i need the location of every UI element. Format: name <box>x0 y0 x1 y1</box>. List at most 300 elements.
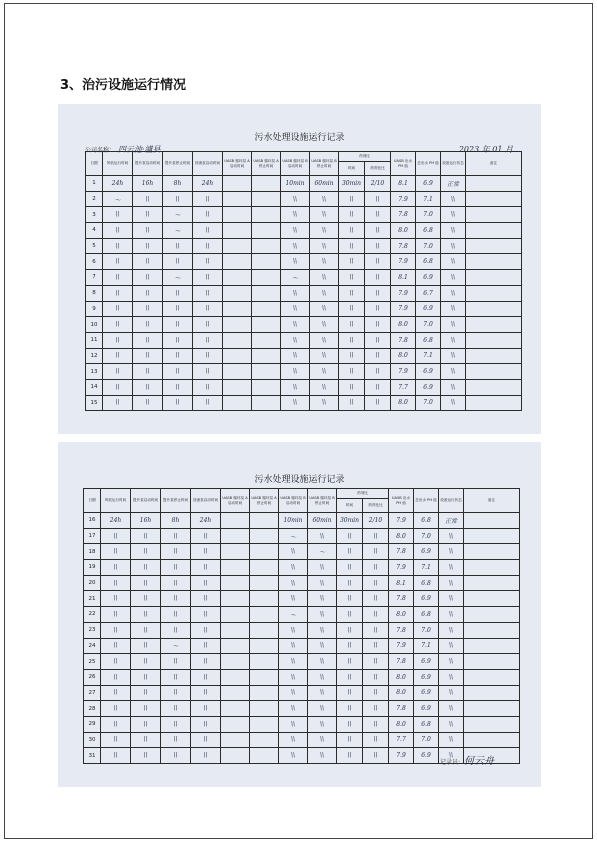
table-cell: 正常 <box>441 176 466 192</box>
table-cell: 24h <box>191 513 221 529</box>
table-cell <box>221 654 250 670</box>
table-cell: \\ <box>193 238 223 254</box>
table-cell: \\ <box>193 317 223 333</box>
table-cell <box>223 238 252 254</box>
table-row <box>84 528 520 544</box>
table-cell <box>466 238 522 254</box>
row-day-cell: 21 <box>84 591 101 607</box>
table-cell: 7.8 <box>389 544 414 560</box>
table-cell: \\ <box>279 544 308 560</box>
table-cell: \\ <box>103 332 133 348</box>
row-day-cell: 30 <box>84 732 101 748</box>
table-cell: \\ <box>103 348 133 364</box>
table-cell: \\ <box>281 223 310 239</box>
table-cell: 7.8 <box>391 207 416 223</box>
table-cell: \\ <box>337 591 363 607</box>
table-cell: \\ <box>308 560 337 576</box>
row-day-cell: 29 <box>84 716 101 732</box>
table-row <box>84 701 520 717</box>
table-cell: \\ <box>337 607 363 623</box>
table-cell: \\ <box>337 716 363 732</box>
table-cell: \\ <box>365 223 391 239</box>
table-cell: \\ <box>131 544 161 560</box>
table-cell: \\ <box>339 285 365 301</box>
table-cell: \\ <box>191 591 221 607</box>
table-cell: \\ <box>441 317 466 333</box>
table-cell: \\ <box>339 207 365 223</box>
table-cell: 2/10 <box>363 513 389 529</box>
table-cell: \\ <box>163 395 193 411</box>
table-cell: \\ <box>441 238 466 254</box>
table-row <box>84 685 520 701</box>
table-cell: 6.9 <box>414 685 439 701</box>
table-cell: \\ <box>103 238 133 254</box>
table-cell <box>250 513 279 529</box>
table-cell: 7.7 <box>391 379 416 395</box>
table-cell: \\ <box>363 748 389 764</box>
table-cell: 30min <box>337 513 363 529</box>
table-row <box>84 607 520 623</box>
table-cell <box>464 575 520 591</box>
table-1-body <box>86 176 522 411</box>
table-2-body <box>84 513 520 764</box>
table-cell: \\ <box>281 285 310 301</box>
table-cell: \\ <box>161 732 191 748</box>
table-cell: 6.7 <box>416 285 441 301</box>
table-cell <box>250 732 279 748</box>
table-cell: \\ <box>439 654 464 670</box>
table-cell: 〜 <box>281 270 310 286</box>
table-cell: \\ <box>363 732 389 748</box>
table-cell <box>466 207 522 223</box>
table-cell <box>464 732 520 748</box>
table-cell: 7.0 <box>414 622 439 638</box>
table-cell: \\ <box>365 285 391 301</box>
table-cell: 6.9 <box>414 544 439 560</box>
table-cell <box>466 223 522 239</box>
table-cell: \\ <box>439 638 464 654</box>
table-cell: \\ <box>365 379 391 395</box>
table-cell: \\ <box>310 191 339 207</box>
table-cell: \\ <box>101 716 131 732</box>
table-cell: \\ <box>133 317 163 333</box>
table-cell: 8.0 <box>389 528 414 544</box>
table-cell <box>250 638 279 654</box>
table-cell: \\ <box>101 654 131 670</box>
table-cell: 〜 <box>279 607 308 623</box>
table-cell: \\ <box>163 301 193 317</box>
table-cell: \\ <box>441 191 466 207</box>
table-cell: 7.1 <box>416 348 441 364</box>
table-cell <box>221 716 250 732</box>
table-cell: 7.1 <box>414 560 439 576</box>
table-cell: \\ <box>161 669 191 685</box>
table-cell: \\ <box>337 622 363 638</box>
table-cell: \\ <box>161 654 191 670</box>
table-cell <box>250 685 279 701</box>
table-cell: \\ <box>363 607 389 623</box>
table-cell: 7.7 <box>389 732 414 748</box>
table-cell: \\ <box>310 270 339 286</box>
table-cell: 24h <box>101 513 131 529</box>
table-cell: \\ <box>103 207 133 223</box>
table-cell <box>466 285 522 301</box>
table-cell: \\ <box>193 285 223 301</box>
table-cell: \\ <box>279 732 308 748</box>
row-day-cell: 13 <box>86 364 103 380</box>
table-cell <box>250 748 279 764</box>
table-cell: \\ <box>131 575 161 591</box>
table-cell: \\ <box>441 207 466 223</box>
table-cell <box>223 348 252 364</box>
table-cell: \\ <box>365 238 391 254</box>
table-cell: \\ <box>439 575 464 591</box>
table-cell <box>223 223 252 239</box>
table-cell <box>252 207 281 223</box>
table-cell: \\ <box>103 379 133 395</box>
table-cell: \\ <box>308 701 337 717</box>
table-cell: \\ <box>279 701 308 717</box>
table-row <box>86 238 522 254</box>
table-cell: \\ <box>281 191 310 207</box>
table-cell: \\ <box>339 254 365 270</box>
table-cell: \\ <box>133 379 163 395</box>
table-cell: \\ <box>161 607 191 623</box>
table-cell <box>464 513 520 529</box>
table-cell: 60min <box>308 513 337 529</box>
table-cell: \\ <box>363 544 389 560</box>
table-cell: \\ <box>133 332 163 348</box>
table-cell <box>252 238 281 254</box>
table-cell <box>252 285 281 301</box>
table-cell: 24h <box>103 176 133 192</box>
table-cell: 7.9 <box>391 285 416 301</box>
row-day-cell: 18 <box>84 544 101 560</box>
table-row <box>86 191 522 207</box>
table-cell: \\ <box>365 332 391 348</box>
table-cell: \\ <box>133 223 163 239</box>
table-cell: \\ <box>337 701 363 717</box>
table-cell: \\ <box>133 285 163 301</box>
table-cell: 正常 <box>439 513 464 529</box>
header-dosing-ratio: 药剂比比 <box>363 499 389 513</box>
header-fan-hours: 风机运行时间 <box>103 152 133 176</box>
table-row <box>86 301 522 317</box>
header-uasb-ph: UASB 出水 PH 值 <box>389 489 414 513</box>
table-cell: \\ <box>191 716 221 732</box>
table-cell: 2/10 <box>365 176 391 192</box>
table-cell: \\ <box>101 622 131 638</box>
table-cell: 10min <box>279 513 308 529</box>
header-uasb-b-start: UASB 循环泵 B 启动时间 <box>279 489 308 513</box>
header-return-pump: 回流泵启动时间 <box>193 152 223 176</box>
table-cell: \\ <box>131 732 161 748</box>
table-cell: \\ <box>279 669 308 685</box>
table-cell: \\ <box>441 348 466 364</box>
header-lift-pump-start: 提升泵启动时间 <box>131 489 161 513</box>
table-cell: 30min <box>339 176 365 192</box>
table-cell: \\ <box>281 238 310 254</box>
table-cell: \\ <box>439 544 464 560</box>
table-cell <box>223 270 252 286</box>
header-dosing-ratio: 药剂比比 <box>365 162 391 176</box>
table-cell: \\ <box>191 701 221 717</box>
table-cell: \\ <box>133 395 163 411</box>
table-cell: \\ <box>133 207 163 223</box>
table-cell: 8.0 <box>389 716 414 732</box>
table-cell: \\ <box>337 669 363 685</box>
table-cell: 6.9 <box>416 301 441 317</box>
table-cell <box>221 622 250 638</box>
table-cell: 7.0 <box>416 207 441 223</box>
table-cell: 6.8 <box>416 332 441 348</box>
table-cell: \\ <box>281 348 310 364</box>
table-cell <box>223 395 252 411</box>
company-name: 四云池·瀘县 <box>118 145 161 154</box>
table-cell: \\ <box>161 622 191 638</box>
table-cell <box>252 332 281 348</box>
table-cell: \\ <box>101 701 131 717</box>
table-cell: 〜 <box>103 191 133 207</box>
table-cell: \\ <box>279 638 308 654</box>
table-cell: \\ <box>363 622 389 638</box>
table-cell: \\ <box>131 528 161 544</box>
header-equipment-status: 设备运行状态 <box>441 152 466 176</box>
table-cell: \\ <box>101 560 131 576</box>
table-cell: 6.8 <box>416 223 441 239</box>
table-cell: \\ <box>363 575 389 591</box>
table-cell: \\ <box>281 317 310 333</box>
table-cell: 8.0 <box>389 685 414 701</box>
table-cell: 6.9 <box>414 701 439 717</box>
table-cell: \\ <box>103 317 133 333</box>
table-cell: \\ <box>161 748 191 764</box>
table-cell: \\ <box>363 591 389 607</box>
table-cell <box>252 223 281 239</box>
table-cell: \\ <box>310 238 339 254</box>
table-cell: \\ <box>193 379 223 395</box>
row-day-cell: 19 <box>84 560 101 576</box>
table-row <box>84 654 520 670</box>
table-cell: \\ <box>310 301 339 317</box>
table-cell: \\ <box>193 191 223 207</box>
table-cell: \\ <box>308 654 337 670</box>
row-day-cell: 5 <box>86 238 103 254</box>
table-cell: \\ <box>279 622 308 638</box>
table-cell: \\ <box>439 622 464 638</box>
table-cell: 24h <box>193 176 223 192</box>
table-cell: \\ <box>308 669 337 685</box>
table-cell: \\ <box>161 560 191 576</box>
table-cell: \\ <box>281 254 310 270</box>
table-cell: \\ <box>281 379 310 395</box>
table-cell: 8.0 <box>391 395 416 411</box>
table-cell: \\ <box>101 607 131 623</box>
table-row <box>86 332 522 348</box>
header-dosing-time: 时间 <box>337 499 363 513</box>
table-cell <box>221 732 250 748</box>
table-row <box>86 348 522 364</box>
table-cell: \\ <box>441 332 466 348</box>
table-cell <box>252 395 281 411</box>
header-dosing-group: 药剂比 <box>339 152 391 162</box>
table-cell <box>223 301 252 317</box>
table-cell: \\ <box>339 364 365 380</box>
table-row <box>84 544 520 560</box>
table-cell: \\ <box>337 638 363 654</box>
table-row <box>86 395 522 411</box>
table-row <box>86 379 522 395</box>
header-remarks: 备注 <box>466 152 522 176</box>
table-cell: \\ <box>279 560 308 576</box>
header-remarks: 备注 <box>464 489 520 513</box>
table-cell: \\ <box>441 270 466 286</box>
table-cell: \\ <box>365 348 391 364</box>
table-cell: \\ <box>163 191 193 207</box>
table-cell <box>221 669 250 685</box>
table-cell <box>223 207 252 223</box>
table-cell: \\ <box>193 301 223 317</box>
table-cell: 7.9 <box>389 748 414 764</box>
table-cell: \\ <box>191 528 221 544</box>
table-cell <box>250 669 279 685</box>
table-cell: \\ <box>365 364 391 380</box>
table-cell: \\ <box>101 544 131 560</box>
table-cell <box>464 669 520 685</box>
header-uasb-a-start: UASB 循环泵 A 启动时间 <box>221 489 250 513</box>
table-cell: \\ <box>339 270 365 286</box>
table-cell <box>466 301 522 317</box>
table-cell: \\ <box>308 638 337 654</box>
table-cell: \\ <box>339 379 365 395</box>
header-lift-pump-start: 提升泵启动时间 <box>133 152 163 176</box>
table-cell: 〜 <box>163 270 193 286</box>
table-cell: \\ <box>103 364 133 380</box>
table-cell <box>464 528 520 544</box>
table-row <box>84 716 520 732</box>
table-cell: 6.9 <box>414 748 439 764</box>
table-cell: \\ <box>363 638 389 654</box>
row-day-cell: 25 <box>84 654 101 670</box>
table-cell: \\ <box>365 395 391 411</box>
table-cell: \\ <box>101 685 131 701</box>
record-title: 污水处理设施运行记录 <box>254 133 345 143</box>
table-cell: \\ <box>339 348 365 364</box>
table-cell: \\ <box>310 332 339 348</box>
table-cell: \\ <box>308 622 337 638</box>
table-cell <box>466 270 522 286</box>
header-equipment-status: 设备运行状态 <box>439 489 464 513</box>
table-cell: \\ <box>439 685 464 701</box>
table-cell: 7.8 <box>389 701 414 717</box>
row-day-cell: 31 <box>84 748 101 764</box>
table-cell: \\ <box>441 379 466 395</box>
table-cell: \\ <box>191 544 221 560</box>
table-cell <box>466 348 522 364</box>
table-cell: 6.9 <box>416 270 441 286</box>
table-cell: 8.1 <box>391 270 416 286</box>
row-day-cell: 14 <box>86 379 103 395</box>
table-cell: \\ <box>131 748 161 764</box>
table-cell: 8.1 <box>391 176 416 192</box>
table-cell: \\ <box>279 685 308 701</box>
table-cell: \\ <box>308 732 337 748</box>
table-cell: \\ <box>131 560 161 576</box>
header-return-pump: 回流泵启动时间 <box>191 489 221 513</box>
record-title-2: 污水处理设施运行记录 <box>254 475 345 485</box>
table-cell: \\ <box>339 238 365 254</box>
table-cell: \\ <box>337 575 363 591</box>
table-cell: \\ <box>363 685 389 701</box>
table-cell <box>252 270 281 286</box>
table-cell: 7.9 <box>391 364 416 380</box>
table-cell <box>466 254 522 270</box>
table-cell: \\ <box>441 254 466 270</box>
row-day-cell: 6 <box>86 254 103 270</box>
table-cell: \\ <box>310 364 339 380</box>
table-cell: \\ <box>310 379 339 395</box>
table-cell: 7.1 <box>416 191 441 207</box>
table-cell <box>466 364 522 380</box>
table-cell: \\ <box>131 622 161 638</box>
header-day: 日期 <box>86 152 103 176</box>
table-cell: 7.0 <box>416 317 441 333</box>
table-cell: \\ <box>193 364 223 380</box>
table-cell <box>250 591 279 607</box>
table-cell: \\ <box>133 238 163 254</box>
table-row <box>84 591 520 607</box>
table-cell: \\ <box>103 301 133 317</box>
table-cell <box>223 176 252 192</box>
table-cell: 6.9 <box>416 379 441 395</box>
table-cell: \\ <box>161 575 191 591</box>
table-cell: \\ <box>101 575 131 591</box>
table-cell: \\ <box>363 560 389 576</box>
table-cell: \\ <box>163 379 193 395</box>
table-cell: \\ <box>365 254 391 270</box>
table-cell: \\ <box>337 560 363 576</box>
table-cell: \\ <box>133 364 163 380</box>
table-cell: \\ <box>131 701 161 717</box>
table-cell: \\ <box>163 364 193 380</box>
table-cell <box>223 332 252 348</box>
table-cell <box>464 622 520 638</box>
table-cell: 7.9 <box>389 638 414 654</box>
table-cell: 8.0 <box>389 669 414 685</box>
table-row <box>86 223 522 239</box>
table-cell: 8.0 <box>391 348 416 364</box>
table-cell: \\ <box>308 528 337 544</box>
table-cell: \\ <box>193 254 223 270</box>
table-cell: 〜 <box>161 638 191 654</box>
table-cell <box>221 748 250 764</box>
table-cell <box>250 716 279 732</box>
table-cell <box>252 301 281 317</box>
table-cell: \\ <box>337 748 363 764</box>
table-cell: \\ <box>441 223 466 239</box>
table-cell: \\ <box>103 270 133 286</box>
table-cell: \\ <box>279 575 308 591</box>
table-cell: \\ <box>131 716 161 732</box>
table-cell: \\ <box>337 685 363 701</box>
table-cell: 8.0 <box>391 223 416 239</box>
section-title: 3、治污设施运行情况 <box>60 78 187 93</box>
table-cell: \\ <box>131 607 161 623</box>
table-cell: 6.8 <box>414 575 439 591</box>
row-day-cell: 2 <box>86 191 103 207</box>
row-day-cell: 22 <box>84 607 101 623</box>
table-cell: 60min <box>310 176 339 192</box>
